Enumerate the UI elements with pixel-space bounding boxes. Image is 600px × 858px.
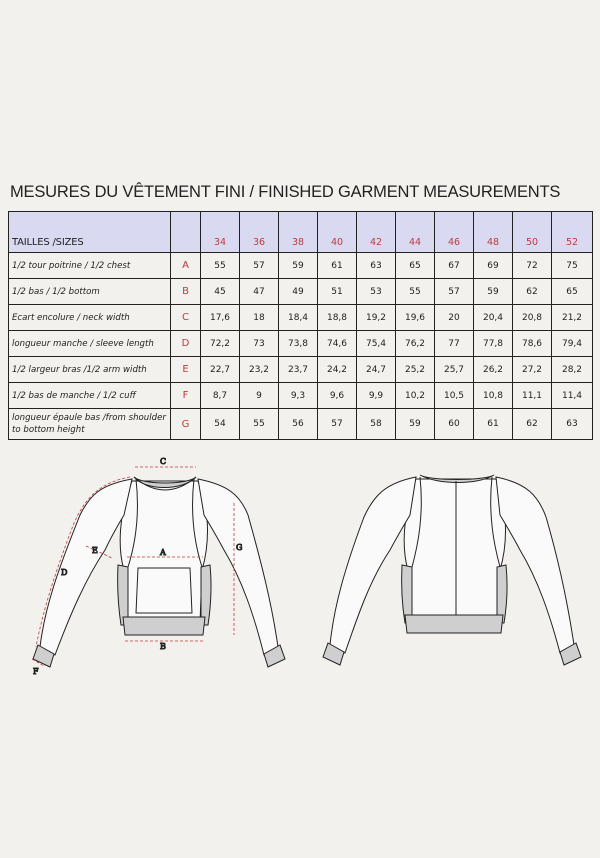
- measurement-letter: E: [171, 357, 201, 383]
- measurement-value: 51: [318, 279, 357, 305]
- measurement-value: 27,2: [513, 357, 552, 383]
- measurement-value: 59: [279, 253, 318, 279]
- measurement-value: 69: [474, 253, 513, 279]
- measurement-value: 10,5: [435, 383, 474, 409]
- measurement-value: 63: [552, 409, 593, 440]
- measurement-value: 75,4: [357, 331, 396, 357]
- table-row: [9, 383, 593, 409]
- label-c: C: [160, 457, 167, 466]
- measurement-letter: D: [171, 331, 201, 357]
- measurement-value: 19,6: [396, 305, 435, 331]
- measurement-label: 1/2 bas / 1/2 bottom: [9, 279, 171, 305]
- measurement-value: 53: [357, 279, 396, 305]
- label-a: A: [160, 548, 166, 557]
- measurement-value: 61: [474, 409, 513, 440]
- measurement-value: 59: [474, 279, 513, 305]
- label-f: F: [33, 667, 39, 675]
- measurement-value: 47: [240, 279, 279, 305]
- measurement-value: 17,6: [201, 305, 240, 331]
- measurement-value: 57: [318, 409, 357, 440]
- measurement-value: 49: [279, 279, 318, 305]
- measurement-label: 1/2 bas de manche / 1/2 cuff: [9, 383, 171, 409]
- measurement-value: 10,2: [396, 383, 435, 409]
- measurement-value: 60: [435, 409, 474, 440]
- measurement-value: 62: [513, 409, 552, 440]
- measurement-value: 8,7: [201, 383, 240, 409]
- measurement-value: 59: [396, 409, 435, 440]
- measurement-value: 19,2: [357, 305, 396, 331]
- measurement-value: 73: [240, 331, 279, 357]
- measurement-value: 63: [357, 253, 396, 279]
- measurement-value: 78,6: [513, 331, 552, 357]
- measurement-value: 28,2: [552, 357, 593, 383]
- measurement-value: 77: [435, 331, 474, 357]
- letter-header: [171, 212, 201, 253]
- measurement-value: 25,7: [435, 357, 474, 383]
- size-header: 42: [357, 212, 396, 253]
- measurement-value: 11,4: [552, 383, 593, 409]
- size-header: 52: [552, 212, 593, 253]
- measurement-label: 1/2 largeur bras /1/2 arm width: [9, 357, 171, 383]
- measurement-value: 55: [240, 409, 279, 440]
- table-row: [9, 279, 593, 305]
- back-view-sweatshirt: [323, 475, 581, 665]
- table-row: [9, 357, 593, 383]
- measurement-label: longueur manche / sleeve length: [9, 331, 171, 357]
- size-header: 48: [474, 212, 513, 253]
- measurement-value: 74,6: [318, 331, 357, 357]
- measurement-letter: B: [171, 279, 201, 305]
- size-header: 50: [513, 212, 552, 253]
- measurement-value: 54: [201, 409, 240, 440]
- page-title: MESURES DU VÊTEMENT FINI / FINISHED GARMENT MEASUREMENTS: [10, 183, 561, 201]
- measurement-letter: F: [171, 383, 201, 409]
- measurement-value: 77,8: [474, 331, 513, 357]
- measurement-value: 72,2: [201, 331, 240, 357]
- measurement-value: 79,4: [552, 331, 593, 357]
- measurement-value: 45: [201, 279, 240, 305]
- measurement-letter: G: [171, 409, 201, 440]
- measurement-label: 1/2 tour poitrine / 1/2 chest: [9, 253, 171, 279]
- size-header: 36: [240, 212, 279, 253]
- measurement-value: 67: [435, 253, 474, 279]
- measurement-label: Ecart encolure / neck width: [9, 305, 171, 331]
- measurement-value: 61: [318, 253, 357, 279]
- measurement-letter: A: [171, 253, 201, 279]
- measurement-value: 26,2: [474, 357, 513, 383]
- size-header: 46: [435, 212, 474, 253]
- measurement-value: 65: [396, 253, 435, 279]
- measurements-table: [8, 211, 593, 440]
- measurement-value: 23,2: [240, 357, 279, 383]
- measurement-label: longueur épaule bas /from shoulder to bottom height: [9, 409, 171, 440]
- table-row: [9, 253, 593, 279]
- measurement-value: 9: [240, 383, 279, 409]
- label-g: G: [236, 543, 243, 552]
- measurement-value: 62: [513, 279, 552, 305]
- measurement-value: 20: [435, 305, 474, 331]
- measurement-value: 25,2: [396, 357, 435, 383]
- measurement-value: 55: [201, 253, 240, 279]
- measurement-value: 73,8: [279, 331, 318, 357]
- measurement-value: 24,7: [357, 357, 396, 383]
- measurement-value: 10,8: [474, 383, 513, 409]
- measurement-value: 11,1: [513, 383, 552, 409]
- label-d: D: [61, 568, 68, 577]
- measurement-value: 9,9: [357, 383, 396, 409]
- table-row: [9, 305, 593, 331]
- measurement-value: 56: [279, 409, 318, 440]
- measurement-letter: C: [171, 305, 201, 331]
- measurement-value: 23,7: [279, 357, 318, 383]
- measurement-value: 75: [552, 253, 593, 279]
- size-header: 44: [396, 212, 435, 253]
- front-view-sweatshirt: [32, 457, 285, 675]
- measurement-value: 9,3: [279, 383, 318, 409]
- sizes-header: TAILLES /SIZES: [9, 212, 171, 253]
- measurement-value: 18: [240, 305, 279, 331]
- measurement-value: 22,7: [201, 357, 240, 383]
- measurement-value: 24,2: [318, 357, 357, 383]
- measurement-value: 72: [513, 253, 552, 279]
- size-header: 40: [318, 212, 357, 253]
- measurement-value: 57: [240, 253, 279, 279]
- measurement-value: 55: [396, 279, 435, 305]
- label-b: B: [160, 642, 166, 651]
- size-header: 34: [201, 212, 240, 253]
- table-header-row: [9, 212, 593, 253]
- measurement-value: 18,8: [318, 305, 357, 331]
- table-row: [9, 331, 593, 357]
- table-row: [9, 409, 593, 440]
- measurement-value: 9,6: [318, 383, 357, 409]
- measurement-value: 20,8: [513, 305, 552, 331]
- measurement-value: 18,4: [279, 305, 318, 331]
- size-header: 38: [279, 212, 318, 253]
- label-e: E: [92, 546, 98, 555]
- measurement-value: 76,2: [396, 331, 435, 357]
- measurement-value: 57: [435, 279, 474, 305]
- measurement-value: 20,4: [474, 305, 513, 331]
- measurement-value: 65: [552, 279, 593, 305]
- measurement-value: 58: [357, 409, 396, 440]
- garment-technical-drawing: [0, 455, 600, 675]
- measurement-value: 21,2: [552, 305, 593, 331]
